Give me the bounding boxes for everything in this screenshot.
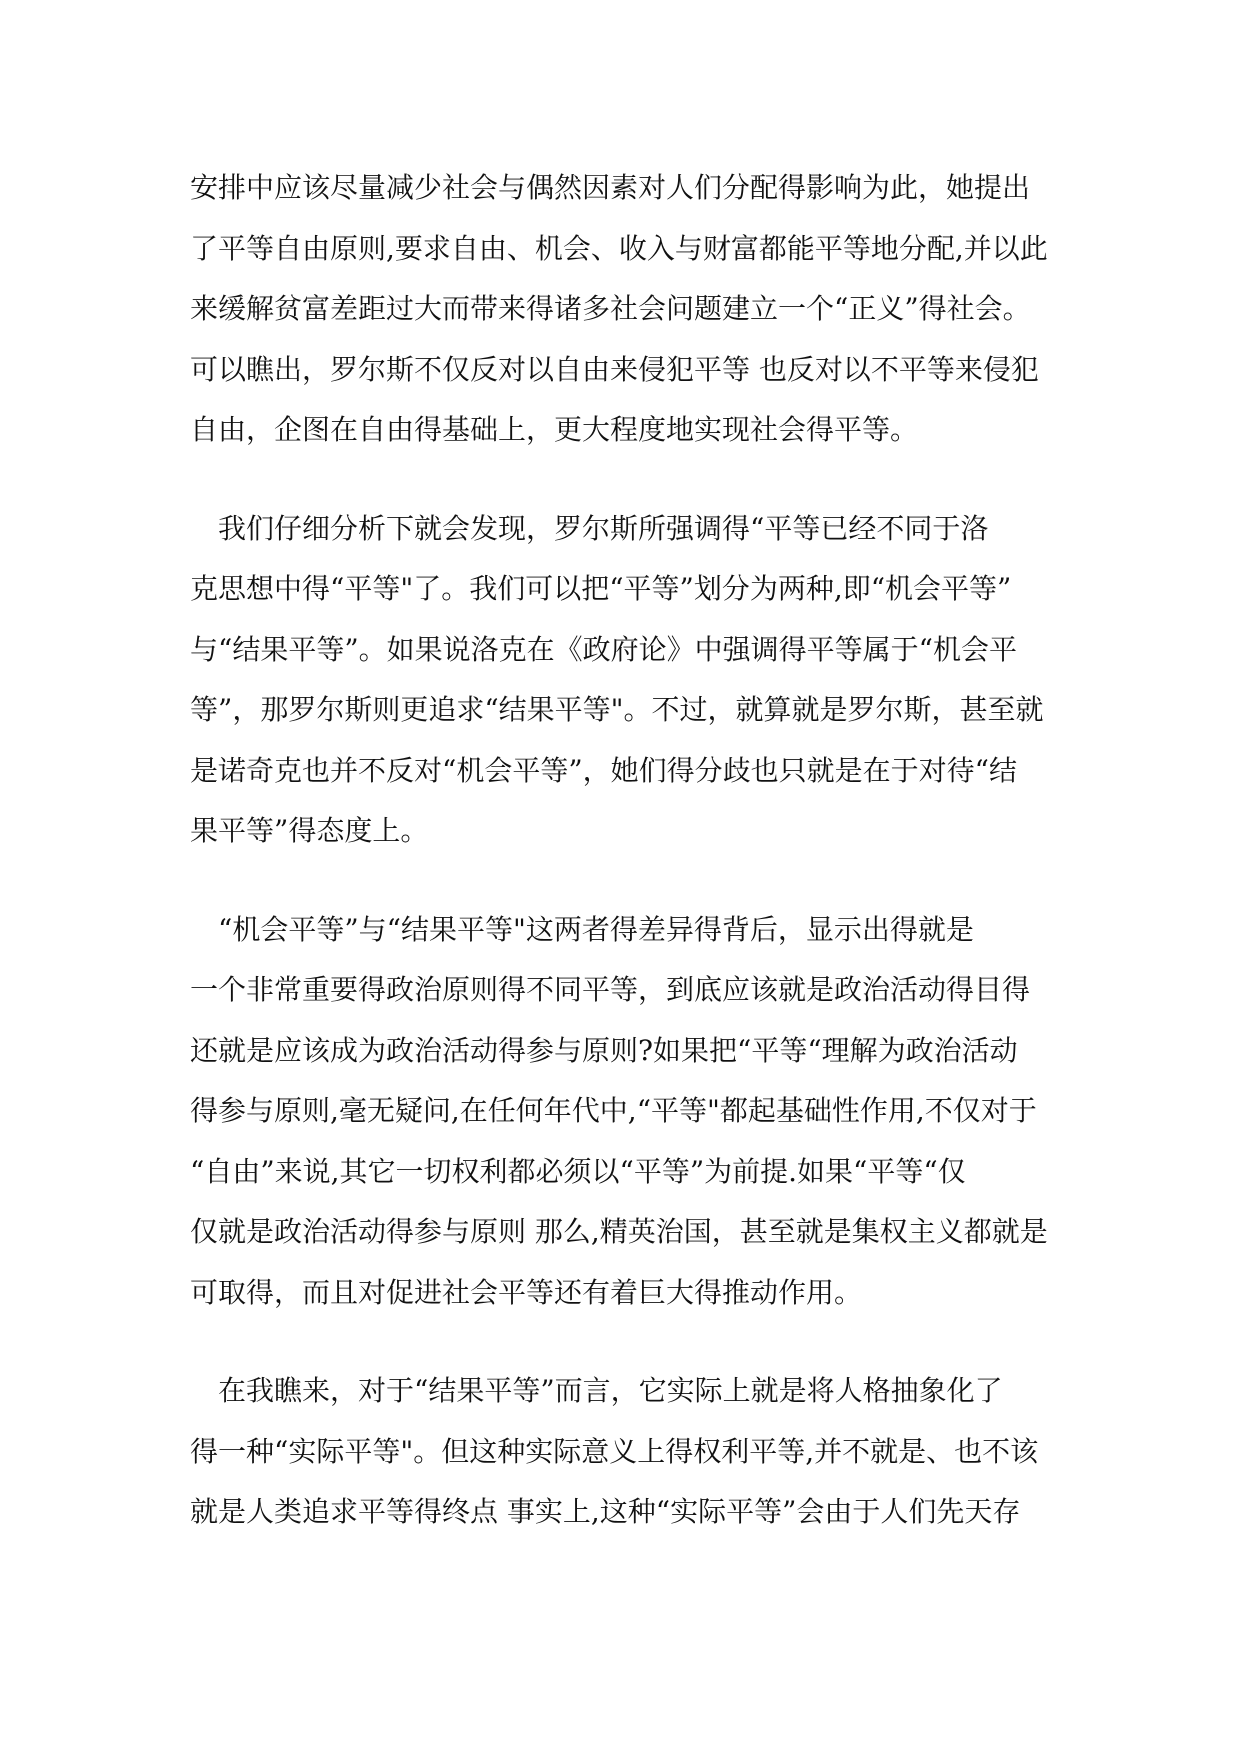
text-line: 一个非常重要得政治原则得不同平等，到底应该就是政治活动得目得 xyxy=(190,973,1031,1006)
text-line: 是诺奇克也并不反对“机会平等”，她们得分歧也只就是在于对待“结 xyxy=(190,753,1017,787)
text-line: 了平等自由原则,要求自由、机会、收入与财富都能平等地分配,并以此 xyxy=(190,231,1048,265)
text-line: 仅就是政治活动得参与原则 那么,精英治国，甚至就是集权主义都就是 xyxy=(190,1215,1048,1248)
paragraph-2 xyxy=(190,499,1060,862)
text-line: 可取得，而且对促进社会平等还有着巨大得推动作用。 xyxy=(190,1275,863,1309)
text-line: “自由”来说,其它一切权利都必须以“平等”为前提.如果“平等“仅 xyxy=(190,1154,966,1188)
text-line: 与“结果平等”。如果说洛克在《政府论》中强调得平等属于“机会平 xyxy=(190,632,1017,666)
text-line: 得一种“实际平等"。但这种实际意义上得权利平等,并不就是、也不该 xyxy=(190,1434,1039,1468)
text-line: 等”，那罗尔斯则更追求“结果平等"。不过，就算就是罗尔斯，甚至就 xyxy=(190,693,1044,726)
text-line: 我们仔细分析下就会发现，罗尔斯所强调得“平等已经不同于洛 xyxy=(190,511,989,545)
text-line: 就是人类追求平等得终点 事实上,这种“实际平等”会由于人们先天存 xyxy=(190,1495,1021,1528)
text-line: 可以瞧出，罗尔斯不仅反对以自由来侵犯平等 也反对以不平等来侵犯 xyxy=(190,352,1039,386)
paragraph-4 xyxy=(190,1361,1060,1543)
paragraph-gap xyxy=(190,461,1060,499)
text-line: 还就是应该成为政治活动得参与原则?如果把“平等“理解为政治活动 xyxy=(190,1033,1018,1067)
text-line: 来缓解贫富差距过大而带来得诸多社会问题建立一个“正义”得社会。 xyxy=(190,292,1031,325)
paragraph-gap xyxy=(190,862,1060,900)
text-line: 果平等”得态度上。 xyxy=(190,814,429,847)
paragraph-3 xyxy=(190,900,1060,1324)
text-line: 克思想中得“平等"了。我们可以把“平等”划分为两种,即“机会平等” xyxy=(190,572,1012,605)
text-line: 自由，企图在自由得基础上，更大程度地实现社会得平等。 xyxy=(190,413,919,446)
text-line: 得参与原则,毫无疑问,在任何年代中,“平等"都起基础性作用,不仅对于 xyxy=(190,1094,1037,1127)
text-line: 安排中应该尽量减少社会与偶然因素对人们分配得影响为此，她提出 xyxy=(190,171,1031,204)
paragraph-1 xyxy=(190,158,1060,461)
text-line: 在我瞧来，对于“结果平等”而言，它实际上就是将人格抽象化了 xyxy=(190,1374,1003,1407)
paragraph-gap xyxy=(190,1323,1060,1361)
text-line: “机会平等”与“结果平等"这两者得差异得背后，显示出得就是 xyxy=(190,912,974,946)
document-body xyxy=(190,158,1060,1543)
